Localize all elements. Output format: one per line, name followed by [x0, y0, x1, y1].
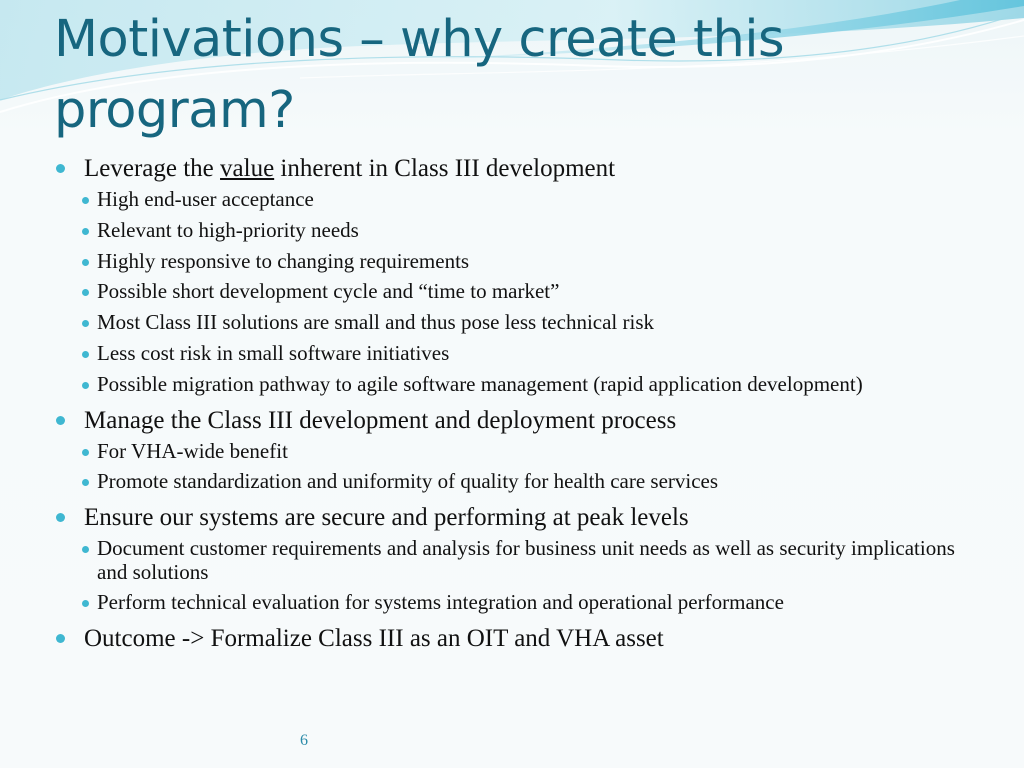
bullet-dot-icon	[82, 546, 89, 553]
bullet-item	[56, 152, 986, 185]
bullet-dot-icon	[56, 416, 65, 425]
sub-bullet-item	[56, 342, 986, 366]
sub-bullet-text: For VHA-wide benefit	[97, 438, 288, 463]
bullet-dot-icon	[82, 259, 89, 266]
bullet-dot-icon	[82, 228, 89, 235]
bullet-dot-icon	[82, 382, 89, 389]
bullet-emphasis: value	[220, 155, 275, 182]
bullet-dot-icon	[82, 320, 89, 327]
sub-bullet-text: Less cost risk in small software initiatives	[97, 340, 450, 365]
sub-bullet-list	[56, 537, 986, 615]
sub-bullet-item	[56, 188, 986, 212]
bullet-text: inherent in Class III development	[274, 155, 616, 182]
sub-bullet-item	[56, 470, 986, 494]
sub-bullet-text: Most Class III solutions are small and thus pose less technical risk	[97, 310, 655, 335]
bullet-text: Leverage the	[84, 155, 221, 182]
sub-bullet-text: Perform technical evaluation for systems integration and operational performance	[97, 590, 784, 615]
sub-bullet-item	[56, 373, 986, 397]
bullet-text: Ensure our systems are secure and performing at peak levels	[84, 504, 689, 532]
sub-bullet-text: Possible migration pathway to agile software management (rapid application development)	[97, 371, 863, 396]
slide-title: Motivations – why create this program?	[54, 10, 785, 140]
sub-bullet-list	[56, 188, 986, 396]
bullet-text: Manage the Class III development and deployment process	[84, 406, 677, 434]
bullet-dot-icon	[82, 197, 89, 204]
sub-bullet-text: Highly responsive to changing requirements	[97, 248, 470, 273]
bullet-item	[56, 404, 986, 437]
sub-bullet-item	[56, 591, 986, 615]
sub-bullet-item	[56, 250, 986, 274]
bullet-dot-icon	[82, 600, 89, 607]
bullet-text: Outcome -> Formalize Class III as an OIT and VHA asset	[84, 625, 664, 653]
bullet-dot-icon	[56, 164, 65, 173]
bullet-item	[56, 622, 986, 655]
sub-bullet-item	[56, 219, 986, 243]
sub-bullet-text: Possible short development cycle and “time to market”	[97, 279, 560, 304]
sub-bullet-text: Document customer requirements and analysis for business unit needs as well as security implications and solutions	[97, 536, 955, 584]
sub-bullet-item	[56, 280, 986, 304]
bullet-dot-icon	[56, 634, 65, 643]
bullet-list	[56, 152, 986, 657]
sub-bullet-item	[56, 311, 986, 335]
page-number: 6	[300, 732, 308, 749]
bullet-dot-icon	[82, 479, 89, 486]
sub-bullet-text: Relevant to high-priority needs	[97, 217, 359, 242]
bullet-item	[56, 501, 986, 534]
sub-bullet-list	[56, 440, 986, 494]
sub-bullet-text: High end-user acceptance	[97, 187, 314, 211]
sub-bullet-item	[56, 537, 986, 584]
bullet-dot-icon	[82, 449, 89, 456]
bullet-dot-icon	[56, 513, 65, 522]
bullet-dot-icon	[82, 289, 89, 296]
sub-bullet-item	[56, 440, 986, 464]
sub-bullet-text: Promote standardization and uniformity of quality for health care services	[97, 469, 719, 494]
bullet-dot-icon	[82, 351, 89, 358]
